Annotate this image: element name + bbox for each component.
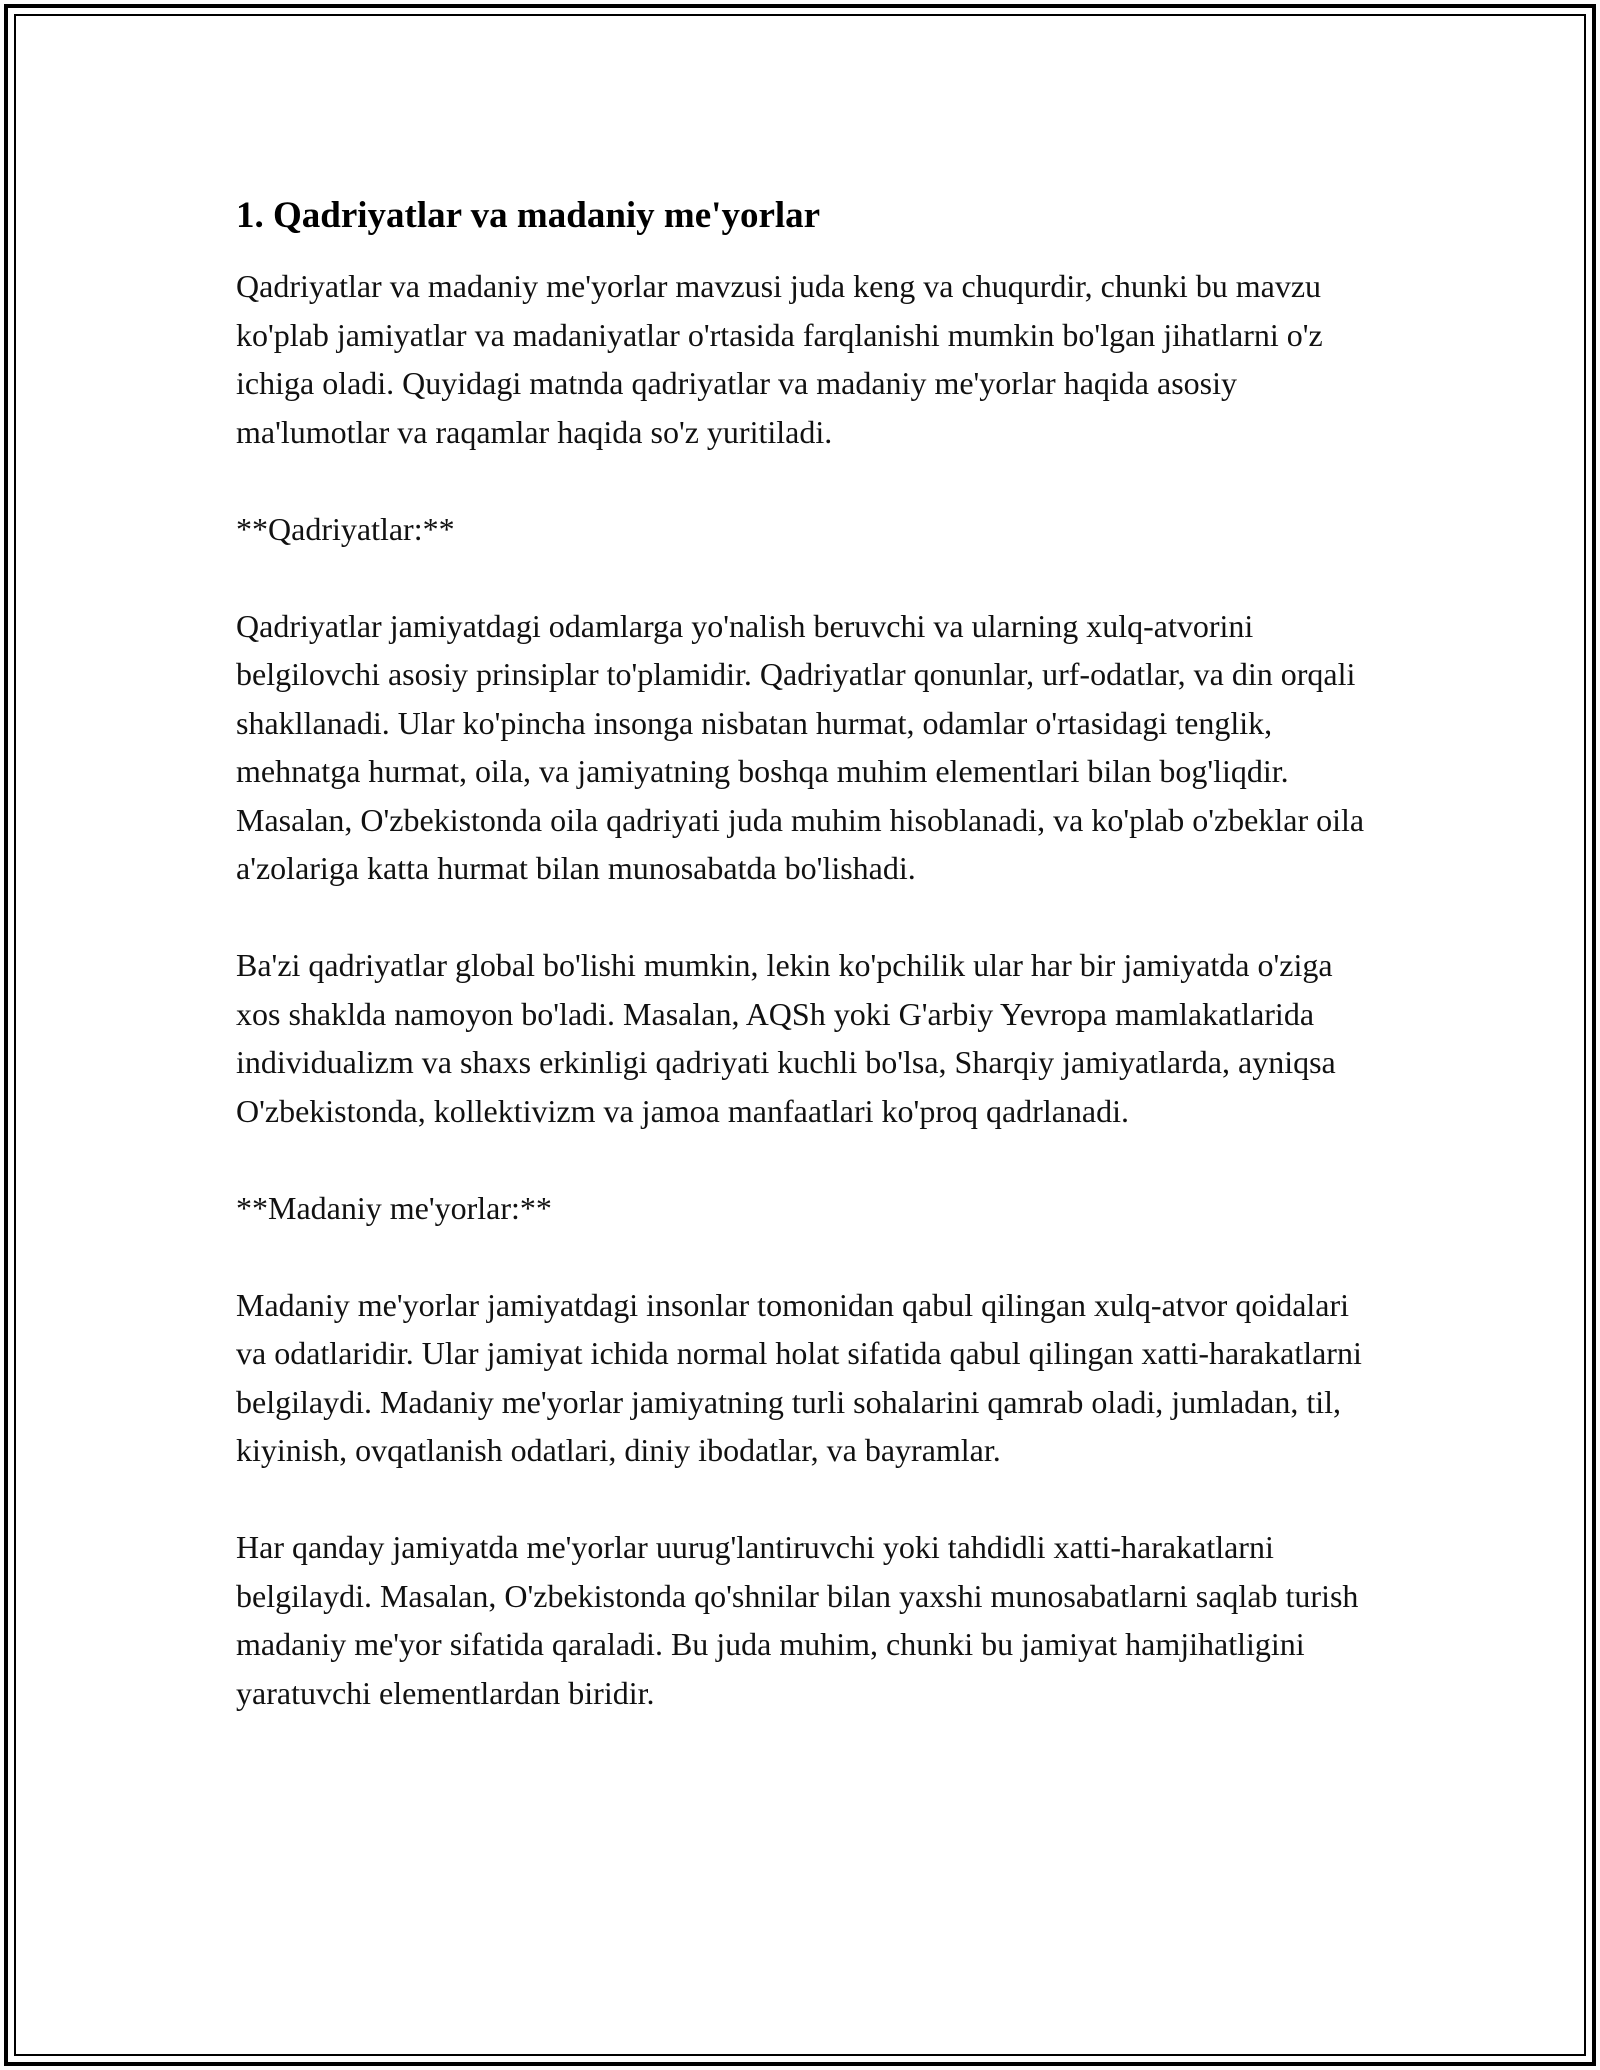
document-body (236, 180, 1366, 1766)
section-label-qadriyatlar: **Qadriyatlar:** (236, 510, 455, 547)
paragraph-qadriyatlar-global: Ba'zi qadriyatlar global bo'lishi mumkin, lekin ko'pchilik ular har bir jamiyatda o'ziga xos shaklda namoyon bo'ladi. Masalan, AQSh yoki G'arbiy Yevropa mamlakatlarida individualizm va shaxs erkinligi qadriyati kuchli bo'lsa, Sharqiy jamiyatlarda, ayniqsa O'zbekistonda, kollektivizm va jamoa manfaatlari ko'proq qadrlanadi. (236, 947, 1336, 1129)
intro-paragraph: Qadriyatlar va madaniy me'yorlar mavzusi juda keng va chuqurdir, chunki bu mavzu ko'plab jamiyatlar va madaniyatlar o'rtasida farqlanishi mumkin bo'lgan jihatlarni o'z ichiga oladi. Quyidagi matnda qadriyatlar va madaniy me'yorlar haqida asosiy ma'lumotlar va raqamlar haqida so'z yuritiladi. (236, 268, 1323, 450)
paragraph-qadriyatlar-definition: Qadriyatlar jamiyatdagi odamlarga yo'nalish beruvchi va ularning xulq-atvorini belgilovchi asosiy prinsiplar to'plamidir. Qadriyatlar qonunlar, urf-odatlar, va din orqali shakllanadi. Ular ko'pincha insonga nisbatan hurmat, odamlar o'rtasidagi tenglik, mehnatga hurmat, oila, va jamiyatning boshqa muhim elementlari bilan bog'liqdir. Masalan, O'zbekistonda oila qadriyati juda muhim hisoblanadi, va ko'plab o'zbeklar oila a'zolariga katta hurmat bilan munosabatda bo'lishadi. (236, 607, 1365, 887)
section-label-madaniy-meyorlar: **Madaniy me'yorlar:** (236, 1189, 552, 1226)
document-heading: 1. Qadriyatlar va madaniy me'yorlar (236, 195, 821, 236)
paragraph-meyorlar-definition: Madaniy me'yorlar jamiyatdagi insonlar tomonidan qabul qilingan xulq-atvor qoidalari va odatlaridir. Ular jamiyat ichida normal holat sifatida qabul qilingan xatti-harakatlarni belgilaydi. Madaniy me'yorlar jamiyatning turli sohalarini qamrab oladi, jumladan, til, kiyinish, ovqatlanish odatlari, diniy ibodatlar, va bayramlar. (236, 1286, 1362, 1469)
paragraph-meyorlar-example: Har qanday jamiyatda me'yorlar uurug'lantiruvchi yoki tahdidli xatti-harakatlarni belgilaydi. Masalan, O'zbekistonda qo'shnilar bilan yaxshi munosabatlarni saqlab turish madaniy me'yor sifatida qaraladi. Bu juda muhim, chunki bu jamiyat hamjihatligini yaratuvchi elementlardan biridir. (236, 1529, 1359, 1711)
